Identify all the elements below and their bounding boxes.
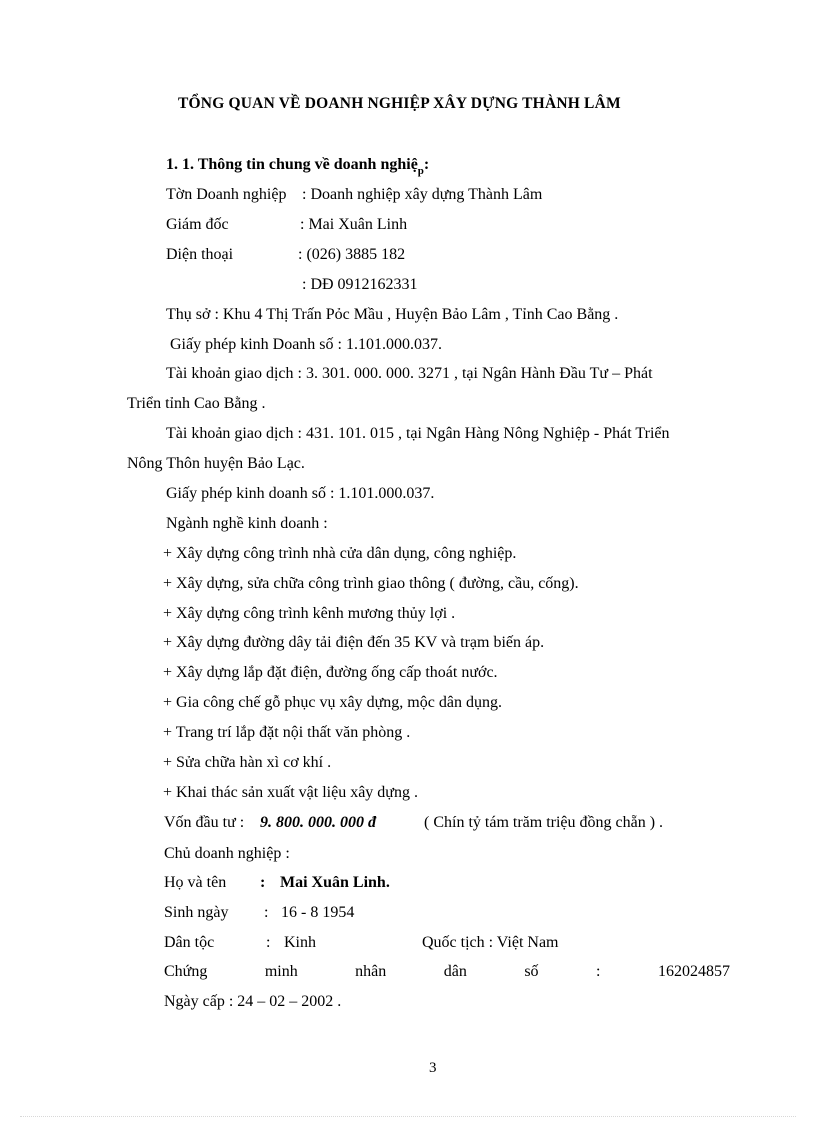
mobile-value: : DĐ 0912162331 [302,276,418,293]
business-item: + Gia công chế gỗ phục vụ xây dựng, mộc dân dụng. [163,694,502,711]
page-bottom-divider [20,1116,796,1117]
business-item: + Xây dựng công trình nhà cửa dân dụng, công nghiệp. [163,545,517,562]
capital-label: Vốn đầu tư : [164,814,245,831]
company-name-value: : Doanh nghiệp xây dựng Thành Lâm [302,186,543,203]
business-item: + Xây dựng, sửa chữa công trình giao thông ( đường, cầu, cống). [163,575,579,592]
business-item: + Xây dựng đường dây tải điện đến 35 KV và trạm biến áp. [163,634,545,651]
director-value: : Mai Xuân Linh [300,216,408,233]
ethnic-colon: : [266,934,271,951]
business-item: + Trang trí lắp đặt nội thất văn phòng . [163,724,411,741]
business-heading: Ngành nghề kinh doanh : [166,515,328,532]
capital-in-words: ( Chín tỷ tám trăm triệu đồng chẵn ) . [424,814,664,831]
company-name-label: Tờn Doanh nghiệp [166,186,287,203]
business-item: + Sửa chữa hàn xì cơ khí . [163,754,332,771]
account-2-line-1: Tài khoản giao dịch : 431. 101. 015 , tại Ngân Hàng Nông Nghiệp - Phát Triển [166,425,670,442]
director-label: Giám đốc [166,216,229,233]
birth-colon: : [264,904,269,921]
nationality: Quốc tịch : Việt Nam [422,934,559,951]
phone-label: Diện thoại [166,246,234,263]
owner-name-colon: : [260,874,266,891]
id-word: dân [443,963,467,980]
ethnic-label: Dân tộc [164,934,215,951]
business-item: + Xây dựng công trình kênh mương thủy lợi . [163,605,456,622]
id-number-line [164,962,730,982]
address-line: Thụ sở : Khu 4 Thị Trấn Pỏc Mầu , Huyện Bảo Lâm , Tỉnh Cao Bằng . [166,306,619,323]
account-1-line-1: Tài khoản giao dịch : 3. 301. 000. 000. 3271 , tại Ngân Hành Đầu Tư – Phát [166,365,653,382]
account-1-line-2: Triển tỉnh Cao Bằng . [127,395,266,412]
owner-name-value: Mai Xuân Linh. [280,874,390,891]
birth-label: Sinh ngày [164,904,229,921]
id-word: minh [264,963,298,980]
ethnic-value: Kinh [284,934,316,951]
business-item: + Xây dựng lắp đặt điện, đường ống cấp thoát nước. [163,664,498,681]
id-word: Chứng [164,963,208,980]
license-line-1: Giấy phép kinh Doanh số : 1.101.000.037. [170,336,442,353]
id-word: : [596,963,601,980]
business-item: + Khai thác sản xuất vật liệu xây dựng . [163,784,418,801]
section-heading-subscript: p [417,165,424,177]
account-2-line-2: Nông Thôn huyện Bảo Lạc. [127,455,305,472]
document-title: TỔNG QUAN VỀ DOANH NGHIỆP XÂY DỰNG THÀNH LÂM [178,95,621,112]
owner-heading: Chủ doanh nghiệp : [164,845,290,862]
owner-name-label: Họ và tên [164,874,227,891]
section-heading [166,155,429,181]
id-number: 162024857 [657,963,730,980]
section-heading-text: 1. 1. Thông tin chung về doanh nghiệ [166,156,418,173]
birth-value: 16 - 8 1954 [281,904,355,921]
capital-value: 9. 800. 000. 000 đ [260,814,376,831]
id-word: nhân [355,963,387,980]
license-line-2: Giấy phép kinh doanh số : 1.101.000.037. [166,485,435,502]
issue-date: Ngày cấp : 24 – 02 – 2002 . [164,993,342,1010]
id-word: số [524,963,539,980]
page-number: 3 [429,1060,437,1076]
section-heading-colon: : [423,156,430,173]
phone-value: : (026) 3885 182 [298,246,406,263]
